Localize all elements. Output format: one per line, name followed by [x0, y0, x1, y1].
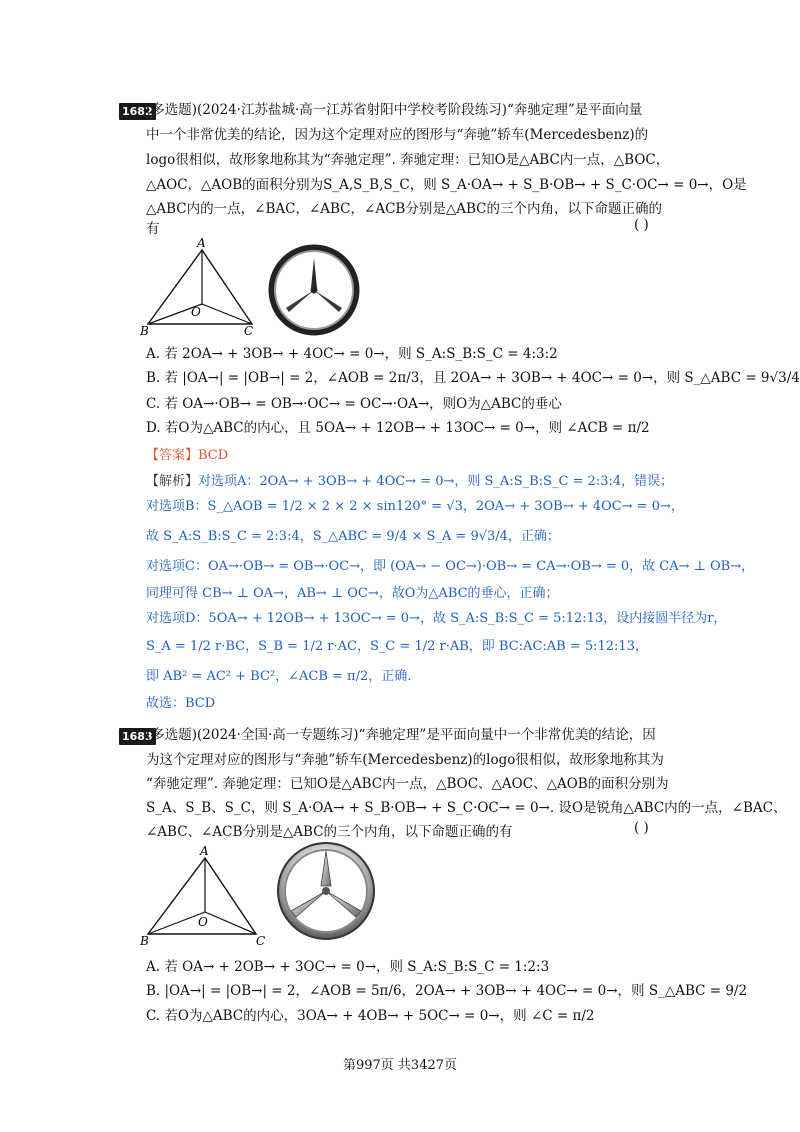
- analysis-line: 对选项C：OA→·OB→ = OB→·OC→，即 (OA→ − OC→)·OB→ = CA→·OB→ = 0，故 CA→ ⊥ OB→，: [146, 559, 755, 574]
- option-c: C. 若 OA→·OB→ = OB→·OC→ = OC→·OA→，则O为△ABC的垂心: [146, 396, 562, 412]
- option-c: C. 若O为△ABC的内心，3OA→ + 4OB→ + 5OC→ = 0→，则 ∠C = π/2: [146, 1008, 595, 1024]
- analysis-line: [146, 472, 673, 492]
- vertex-label-c: C: [244, 324, 254, 338]
- analysis-line: 故 S_A:S_B:S_C = 2:3:4，S_△ABC = 9/4 × S_A = 9√3/4，正确；: [146, 529, 560, 544]
- option-a: A. 若 OA→ + 2OB→ + 3OC→ = 0→，则 S_A:S_B:S_C = 1:2:3: [146, 959, 550, 975]
- question-number-badge: 1683: [119, 728, 156, 745]
- option-d: D. 若O为△ABC的内心，且 5OA→ + 12OB→ + 13OC→ = 0→，则 ∠ACB = π/2: [146, 420, 650, 436]
- answer-bracket: ( ): [634, 820, 649, 836]
- question-text-line: ∠ABC、∠ACB分别是△ABC的三个内角，以下命题正确的有: [146, 824, 513, 840]
- question-text-line: S_A、S_B、S_C，则 S_A·OA→ + S_B·OB→ + S_C·OC→ = 0→. 设O是锐角△ABC内的一点，∠BAC、: [146, 800, 787, 816]
- vertex-label-a: A: [200, 844, 209, 858]
- analysis-line: S_A = 1/2 r·BC，S_B = 1/2 r·AC，S_C = 1/2 r·AB，即 BC:AC:AB = 5:12:13，: [146, 639, 648, 654]
- triangle-figure: [140, 236, 270, 338]
- option-a: A. 若 2OA→ + 3OB→ + 4OC→ = 0→，则 S_A:S_B:S_C = 4:3:2: [146, 346, 558, 362]
- analysis-line: 对选项D：5OA→ + 12OB→ + 13OC→ = 0→，故 S_A:S_B:S_C = 5:12:13，设内接圆半径为r，: [146, 611, 727, 626]
- vertex-label-a: A: [197, 236, 206, 250]
- question-text-line: (多选题)(2024·全国·高一专题练习)“奔驰定理”是平面向量中一个非常优美的结论，因: [146, 727, 656, 743]
- question-text-line: logo很相似，故形象地称其为“奔驰定理”. 奔驰定理：已知O是△ABC内一点，△BOC，: [146, 152, 670, 168]
- question-text-line: 中一个非常优美的结论，因为这个定理对应的图形与“奔驰”轿车(Mercedesbenz)的: [146, 127, 649, 143]
- option-b: B. 若 |OA→| = |OB→| = 2，∠AOB = 2π/3，且 2OA→ + 3OB→ + 4OC→ = 0→，则 S_△ABC = 9√3/4: [146, 370, 800, 386]
- vertex-label-b: B: [140, 934, 149, 948]
- vertex-label-c: C: [256, 934, 266, 948]
- answer-bracket: ( ): [634, 217, 649, 233]
- analysis-label: 【解析】: [146, 474, 199, 489]
- mercedes-logo-image: [268, 838, 384, 944]
- question-text-line: 有: [146, 221, 160, 237]
- question-text-line: (多选题)(2024·江苏盐城·高一江苏省射阳中学校考阶段练习)“奔驰定理”是平面向量: [146, 102, 643, 118]
- analysis-text: 对选项A：2OA→ + 3OB→ + 4OC→ = 0→，则 S_A:S_B:S_C = 2:3:4，错误；: [198, 474, 674, 489]
- question-text-line: “奔驰定理”. 奔驰定理：已知O是△ABC内一点，△BOC、△AOC、△AOB的面积分别为: [146, 776, 669, 792]
- analysis-line: 即 AB² = AC² + BC²，∠ACB = π/2，正确.: [146, 669, 412, 684]
- analysis-line: 对选项B：S_△AOB = 1/2 × 2 × 2 × sin120° = √3，2OA→ + 3OB→ + 4OC→ = 0→，: [146, 499, 684, 514]
- question-text-line: 为这个定理对应的图形与“奔驰”轿车(Mercedesbenz)的logo很相似，故形象地称其为: [146, 752, 664, 768]
- question-number-badge: 1682: [119, 103, 156, 120]
- center-label-o: O: [198, 915, 208, 929]
- center-label-o: O: [191, 305, 201, 319]
- answer-label: 【答案】: [146, 448, 199, 463]
- vertex-label-b: B: [140, 324, 149, 338]
- question-text-line: △ABC内的一点，∠BAC，∠ABC，∠ACB分别是△ABC的三个内角，以下命题正确的: [146, 201, 662, 217]
- analysis-line: 同理可得 CB→ ⊥ OA→，AB→ ⊥ OC→，故O为△ABC的垂心，正确；: [146, 586, 559, 601]
- mercedes-logo-image: [258, 244, 370, 336]
- triangle-figure: [140, 842, 270, 948]
- option-b: B. |OA→| = |OB→| = 2，∠AOB = 5π/6，2OA→ + 3OB→ + 4OC→ = 0→，则 S_△ABC = 9/2: [146, 983, 748, 999]
- answer-value: BCD: [198, 448, 229, 463]
- page-footer: 第997页 共3427页: [342, 1058, 458, 1073]
- analysis-line: 故选：BCD: [146, 696, 216, 711]
- question-text-line: △AOC，△AOB的面积分别为S_A,S_B,S_C，则 S_A·OA→ + S_B·OB→ + S_C·OC→ = 0→，O是: [146, 177, 747, 193]
- answer-line: [146, 446, 228, 466]
